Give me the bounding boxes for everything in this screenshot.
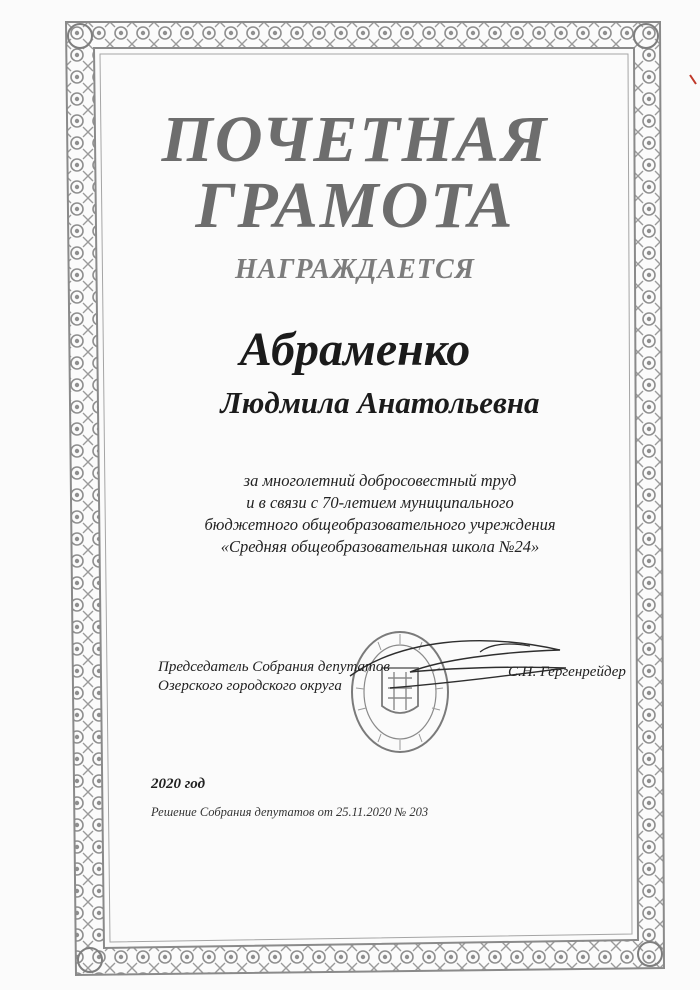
- award-year: 2020 год: [151, 776, 206, 792]
- awarded-heading: НАГРАЖДАЕТСЯ: [235, 254, 475, 285]
- reason-line: бюджетного общеобразовательного учреждения: [204, 515, 556, 534]
- title-line-2: ГРАМОТА: [195, 169, 515, 242]
- recipient-given-names: Людмила Анатольевна: [220, 385, 540, 420]
- award-reason: [145, 470, 615, 558]
- reason-line: за многолетний добросовестный труд: [243, 471, 517, 490]
- signer-name: С.Н. Гергенрейдер: [508, 664, 626, 680]
- recipient-surname: Абраменко: [239, 323, 471, 376]
- title-line-1: ПОЧЕТНАЯ: [161, 103, 549, 176]
- reason-line: «Средняя общеобразовательная школа №24»: [220, 537, 540, 556]
- signer-title-line: Председатель Собрания депутатов: [158, 659, 390, 675]
- signer-title: [158, 658, 390, 696]
- decision-reference: Решение Собрания депутатов от 25.11.2020 № 203: [151, 805, 429, 819]
- reason-line: и в связи с 70-летием муниципального: [246, 493, 514, 512]
- signer-title-line: Озерского городского округа: [158, 678, 342, 694]
